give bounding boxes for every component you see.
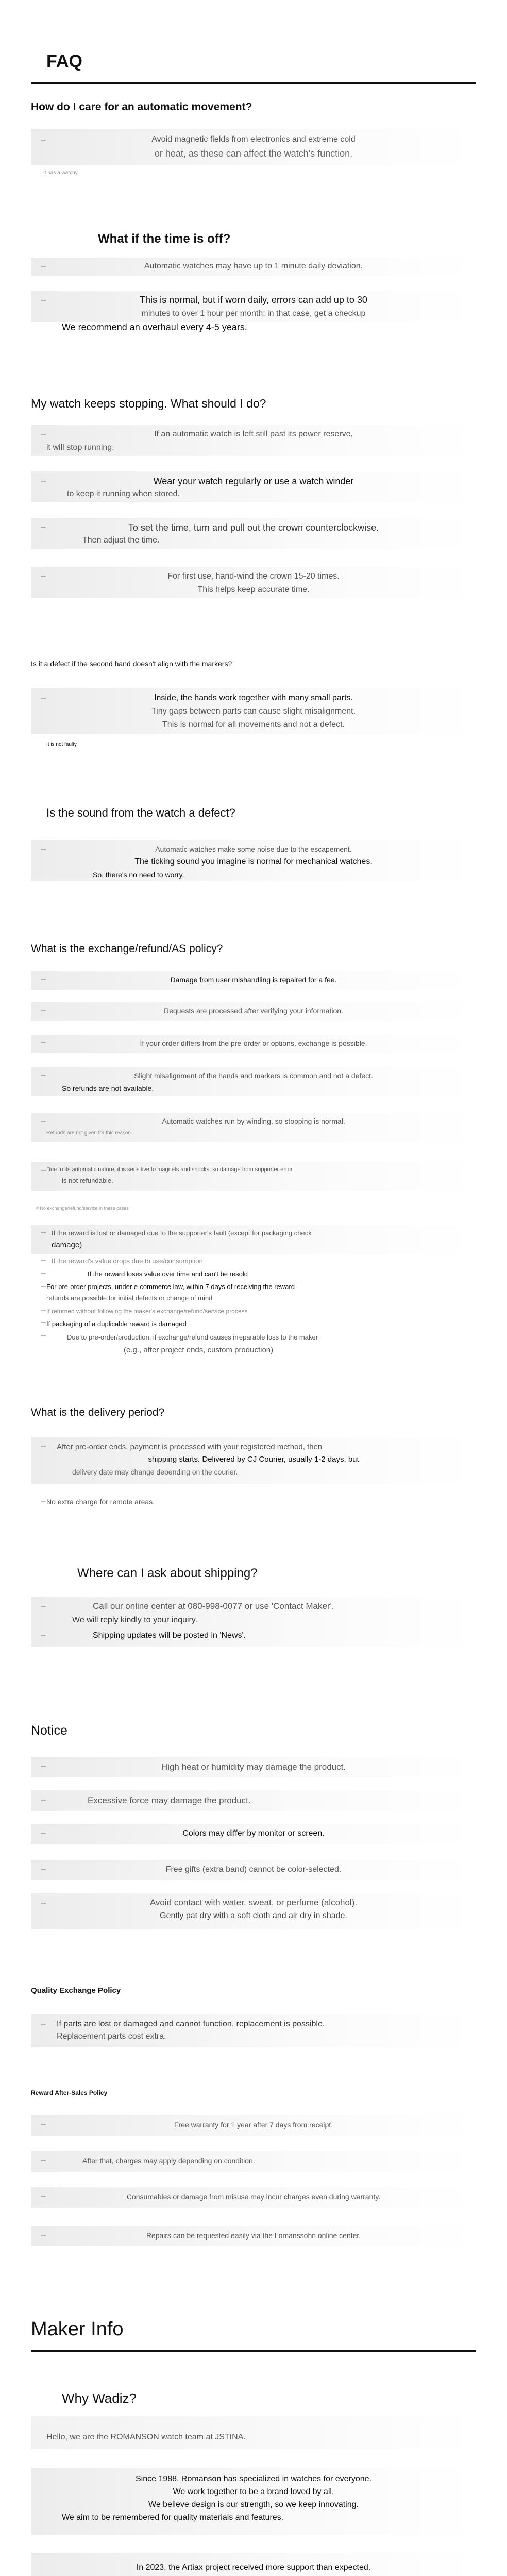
after-sales-item-3: Consumables or damage from misuse may incur charges even during warranty. [126,2193,381,2201]
notice-item-5: Avoid contact with water, sweat, or perfume (alcohol). [149,1897,358,1907]
after-sales-dash-4: – [41,2231,46,2240]
time-off-line-1: Automatic watches may have up to 1 minute daily deviation. [144,262,363,270]
stopping-line-4: to keep it running when stored. [67,489,180,498]
after-sales-dash-2: – [41,2156,46,2165]
exchange-dash-4: – [41,1071,46,1080]
exchange-line-7: Refunds are not given for this reason. [46,1130,132,1136]
second-hand-line-3: This is normal for all movements and not a defect. [162,720,345,729]
notice-item-6: Gently pat dry with a soft cloth and air dry in shade. [160,1911,347,1920]
stopping-line-3: Wear your watch regularly or use a watch winder [153,476,354,486]
case-dash-4: – [41,1282,46,1291]
stopping-dash-2: – [41,477,46,485]
case-line-8: If packaging of a duplicable reward is damaged [46,1320,187,1328]
care-line-1: Avoid magnetic fields from electronics and extreme cold [151,135,356,144]
stopping-dash-1: – [41,430,46,438]
stopping-dash-4: – [41,572,46,581]
delivery-line-1: After pre-order ends, payment is processed with your registered method, then [57,1443,323,1451]
notice-title: Notice [31,1723,67,1738]
time-off-dash-2: – [41,296,46,304]
quality-policy-title: Quality Exchange Policy [31,1986,121,1995]
case-line-10: (e.g., after project ends, custom production) [124,1346,274,1354]
shipping-dash: – [41,1602,46,1611]
case-dash-5: – [41,1306,46,1314]
exchange-dash-5: – [41,1116,46,1125]
stopping-dash-3: – [41,523,46,532]
second-hand-note: It is not faulty. [46,742,78,748]
exchange-line-8: Due to its automatic nature, it is sensitive to magnets and shocks, so damage from supporter error [46,1166,293,1173]
case-dash-6: – [41,1318,46,1327]
sound-line-1: Automatic watches make some noise due to the escapement. [155,845,352,853]
delivery-line-3: delivery date may change depending on the courier. [72,1468,238,1476]
case-line-1: If the reward is lost or damaged due to the supporter's fault (except for packaging check [52,1229,312,1237]
maker-title: Maker Info [31,2318,124,2340]
case-dash-3: – [41,1269,46,1278]
delivery-line-4: No extra charge for remote areas. [46,1498,155,1506]
exchange-dash-1: – [41,975,46,984]
maker-line-3: We believe design is our strength, so we keep innovating. [148,2500,359,2509]
after-sales-dash-1: – [41,2120,46,2129]
exchange-dash-3: – [41,1038,46,1047]
notice-item-4: Free gifts (extra band) cannot be color-selected. [165,1865,342,1874]
care-note: It has a watchy [43,170,78,176]
quality-policy-dash: – [41,2020,46,2028]
exchange-line-4: Slight misalignment of the hands and markers is common and not a defect. [134,1072,373,1080]
case-dash-7: – [41,1331,46,1340]
faq-title-rule [31,82,476,84]
delivery-dash-2: – [41,1497,46,1505]
after-sales-item-2: After that, charges may apply depending on condition. [82,2157,255,2165]
delivery-heading: What is the delivery period? [31,1406,165,1418]
sound-heading: Is the sound from the watch a defect? [46,806,235,819]
case-dash-2: – [41,1256,46,1265]
notice-dash-1: – [41,1762,46,1771]
after-sales-item-1: Free warranty for 1 year after 7 days from receipt. [174,2121,333,2129]
delivery-dash-1: – [41,1442,46,1450]
maker-line-5: In 2023, the Artiax project received more support than expected. [136,2563,371,2572]
time-off-line-4: We recommend an overhaul every 4-5 years. [62,322,247,332]
sound-line-3: So, there's no need to worry. [93,871,184,879]
exchange-line-9: is not refundable. [62,1177,113,1184]
shipping-heading: Where can I ask about shipping? [77,1566,258,1580]
quality-policy-line-2: Replacement parts cost extra. [57,2032,166,2041]
case-line-2: damage) [52,1241,82,1249]
notice-item-3: Colors may differ by monitor or screen. [182,1829,325,1838]
second-hand-heading: Is it a defect if the second hand doesn't align with the markers? [31,659,232,668]
stopping-line-2: it will stop running. [46,443,114,452]
notice-dash-2: – [41,1795,46,1804]
case-line-3: If the reward's value drops due to use/consumption [52,1257,203,1265]
case-dash-1: – [41,1228,46,1237]
case-line-5: For pre-order projects, under e-commerce law, within 7 days of receiving the reward [46,1283,295,1291]
case-line-9: Due to pre-order/production, if exchange/refund causes irreparable loss to the maker [67,1333,318,1341]
stopping-line-8: This helps keep accurate time. [197,585,310,594]
maker-intro: Hello, we are the ROMANSON watch team at JSTINA. [46,2433,246,2442]
stopping-line-7: For first use, hand-wind the crown 15-20 times. [167,572,340,581]
faq-title: FAQ [46,52,82,71]
quality-policy-line-1: If parts are lost or damaged and cannot function, replacement is possible. [57,2020,325,2028]
time-off-line-3: minutes to over 1 hour per month; in that case, get a checkup [141,309,366,318]
stopping-line-5: To set the time, turn and pull out the crown counterclockwise. [128,522,379,533]
stopping-line-6: Then adjust the time. [82,536,160,545]
care-box [31,129,476,165]
why-wadiz-title: Why Wadiz? [62,2391,137,2406]
case-line-6: refunds are possible for initial defects or change of mind [46,1294,213,1302]
case-line-7: If returned without following the maker's exchange/refund/service process [46,1308,248,1315]
time-off-dash-1: – [41,262,46,270]
shipping-dash-2: – [41,1631,46,1640]
after-sales-title: Reward After-Sales Policy [31,2089,108,2096]
exchange-line-1: Damage from user mishandling is repaired for a fee. [170,976,337,984]
page [31,0,476,2576]
stopping-heading: My watch keeps stopping. What should I do? [31,397,266,410]
care-dash: – [41,135,46,144]
notice-dash-3: – [41,1829,46,1838]
sound-line-2: The ticking sound you imagine is normal for mechanical watches. [134,857,373,866]
exchange-dash-2: – [41,1006,46,1014]
maker-line-1: Since 1988, Romanson has specialized in watches for everyone. [135,2475,372,2483]
notice-item-2: Excessive force may damage the product. [88,1795,251,1805]
shipping-line-3: Shipping updates will be posted in 'News'. [93,1631,246,1640]
shipping-line-1: Call our online center at 080-998-0077 or use 'Contact Maker'. [93,1601,334,1611]
after-sales-dash-3: – [41,2192,46,2201]
delivery-line-2: shipping starts. Delivered by CJ Courier, usually 1-2 days, but [148,1455,359,1464]
exchange-dash-6: – [41,1165,46,1174]
second-hand-line-1: Inside, the hands work together with many small parts. [154,693,353,702]
exchange-heading: What is the exchange/refund/AS policy? [31,943,223,955]
care-line-2: or heat, as these can affect the watch's function. [154,148,353,159]
exchange-sub-note: # No exchange/refund/service in these cases [36,1206,129,1211]
notice-dash-5: – [41,1899,46,1907]
notice-item-1: High heat or humidity may damage the product. [161,1762,346,1772]
exchange-line-3: If your order differs from the pre-order or options, exchange is possible. [140,1039,367,1047]
exchange-line-6: Automatic watches run by winding, so stopping is normal. [162,1117,345,1125]
care-heading: How do I care for an automatic movement? [31,101,252,113]
time-off-line-2: This is normal, but if worn daily, errors can add up to 30 [140,295,367,305]
second-hand-line-2: Tiny gaps between parts can cause slight misalignment. [151,707,356,716]
time-off-heading: What if the time is off? [98,232,231,246]
notice-dash-4: – [41,1865,46,1874]
after-sales-item-4: Repairs can be requested easily via the Lomanssohn online center. [146,2231,361,2240]
case-line-4: If the reward loses value over time and can't be resold [88,1270,248,1278]
maker-line-4: We aim to be remembered for quality materials and features. [62,2513,284,2522]
shipping-line-2: We will reply kindly to your inquiry. [72,1616,198,1624]
exchange-line-2: Requests are processed after verifying your information. [164,1007,343,1015]
second-hand-dash: – [41,693,46,702]
sound-dash: – [41,845,46,854]
maker-title-rule [31,2350,476,2352]
exchange-line-5: So refunds are not available. [62,1084,154,1092]
maker-line-2: We work together to be a brand loved by all. [173,2487,334,2496]
stopping-line-1: If an automatic watch is left still past its power reserve, [154,430,353,438]
